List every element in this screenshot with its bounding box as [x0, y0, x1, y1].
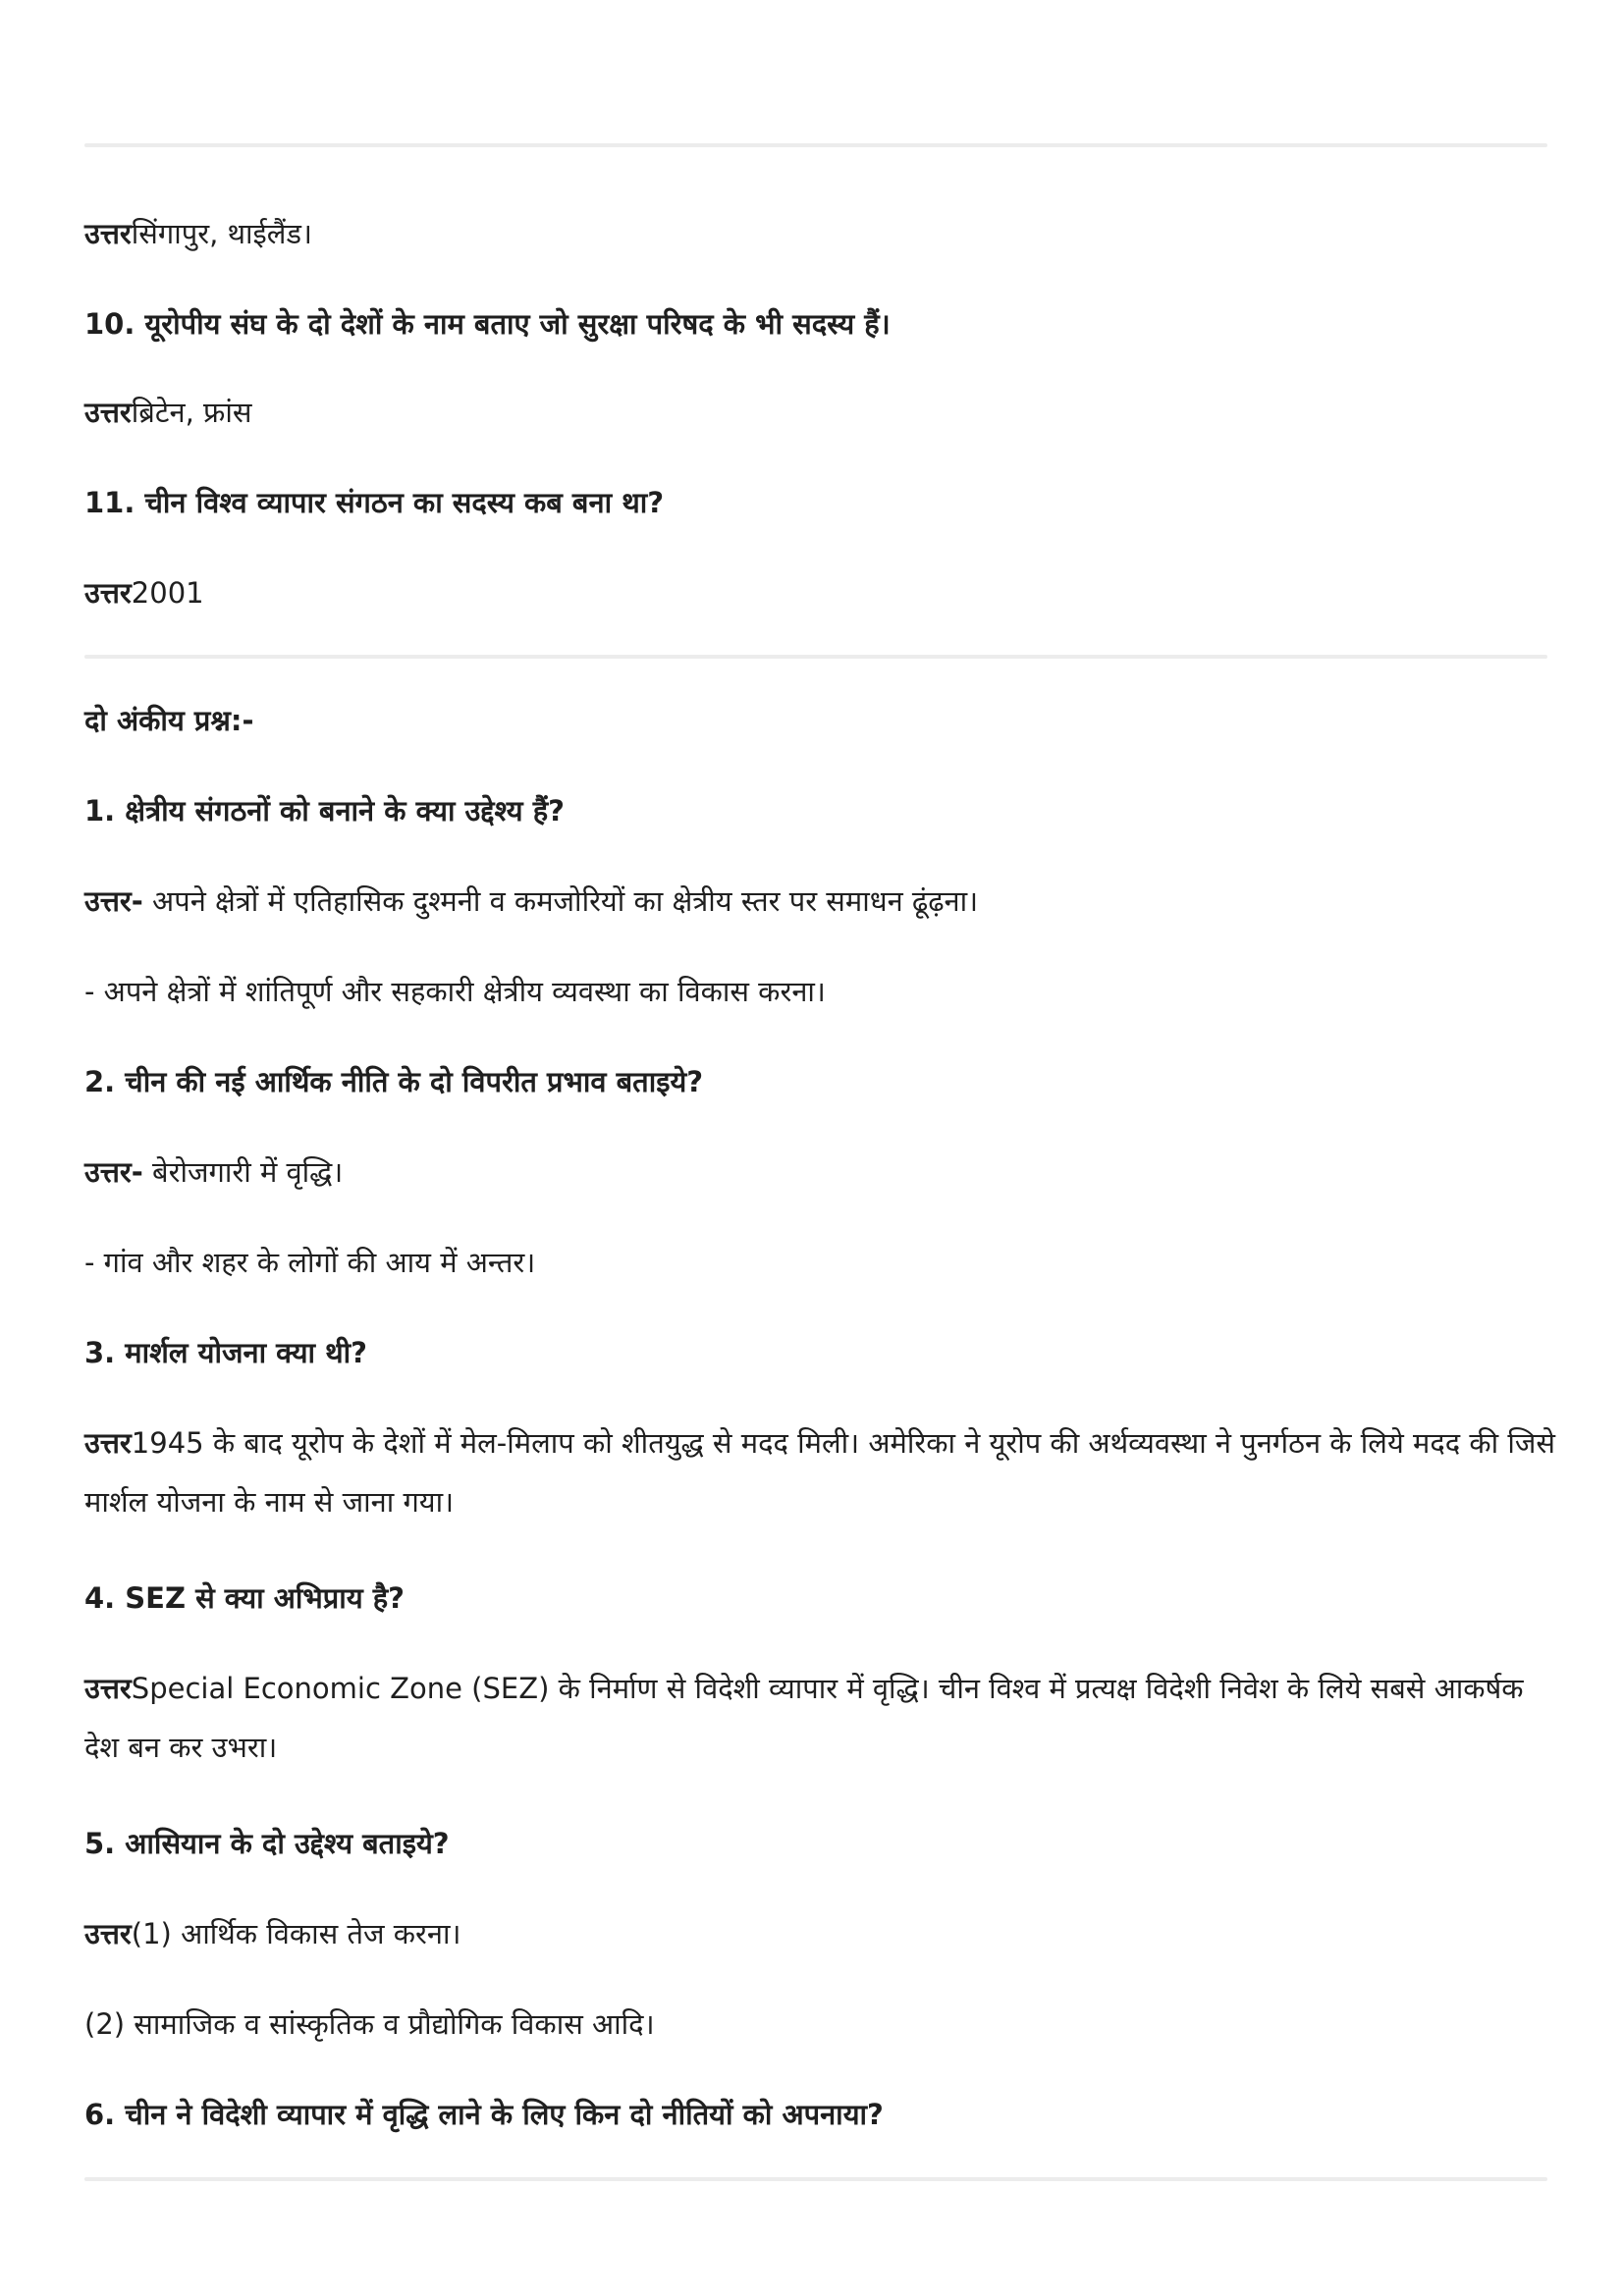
answer-label: उत्तर-	[84, 884, 143, 918]
two-mark-answer-4	[84, 1659, 1557, 1777]
two-mark-question-6: 6. चीन ने विदेशी व्यापार में वृद्धि लाने के लिए किन दो नीतियों को अपनाया?	[84, 2098, 884, 2131]
answer-label: उत्तर	[84, 1917, 132, 1950]
answer-11	[84, 571, 1557, 614]
two-mark-answer-2a	[84, 1150, 1557, 1194]
answer-text: अपने क्षेत्रों में एतिहासिक दुश्मनी व कमजोरियों का क्षेत्रीय स्तर पर समाधन ढूंढ़ना।	[142, 884, 979, 918]
section-heading: दो अंकीय प्रश्न:-	[84, 704, 254, 737]
answer-text: 1945 के बाद यूरोप के देशों में मेल-मिलाप को शीतयुद्ध से मदद मिली। अमेरिका ने यूरोप की अर्थव्यवस्था ने पुनर्गठन के लिये मदद की जिसे मार्शल योजना के नाम से जाना गया।	[84, 1426, 1555, 1519]
two-mark-question-2: 2. चीन की नई आर्थिक नीति के दो विपरीत प्रभाव बताइये?	[84, 1065, 704, 1098]
two-mark-answer-1a	[84, 880, 1557, 923]
answer-label: उत्तर	[84, 217, 132, 250]
question-10: 10. यूरोपीय संघ के दो देशों के नाम बताए जो सुरक्षा परिषद के भी सदस्य हैं।	[84, 307, 891, 341]
question-11: 11. चीन विश्व व्यापार संगठन का सदस्य कब बना था?	[84, 486, 665, 519]
answer-text: सिंगापुर, थाईलैंड।	[131, 217, 312, 250]
two-mark-answer-3	[84, 1414, 1557, 1531]
two-mark-answer-1b: - अपने क्षेत्रों में शांतिपूर्ण और सहकारी क्षेत्रीय व्यवस्था का विकास करना।	[84, 975, 826, 1008]
answer-text: ब्रिटेन, फ्रांस	[131, 396, 252, 429]
answer-label: उत्तर	[84, 1672, 132, 1705]
answer-text: 2001	[131, 576, 204, 610]
answer-text: (1) आर्थिक विकास तेज करना।	[131, 1917, 461, 1950]
answer-label: उत्तर	[84, 396, 132, 429]
section-divider	[84, 655, 1547, 659]
answer-label: उत्तर	[84, 1426, 132, 1460]
prior-answer	[84, 212, 1557, 255]
two-mark-question-3: 3. मार्शल योजना क्या थी?	[84, 1336, 367, 1369]
answer-text: बेरोजगारी में वृद्धि।	[142, 1155, 344, 1189]
top-divider	[84, 143, 1547, 147]
two-mark-question-1: 1. क्षेत्रीय संगठनों को बनाने के क्या उद्देश्य हैं?	[84, 794, 565, 828]
two-mark-answer-2b: - गांव और शहर के लोगों की आय में अन्तर।	[84, 1246, 536, 1279]
answer-label: उत्तर	[84, 576, 132, 610]
two-mark-answer-5a	[84, 1912, 1557, 1955]
bottom-divider	[84, 2177, 1547, 2181]
two-mark-question-5: 5. आसियान के दो उद्देश्य बताइये?	[84, 1827, 450, 1860]
answer-10	[84, 391, 1557, 434]
answer-label: उत्तर-	[84, 1155, 143, 1189]
two-mark-answer-5b: (2) सामाजिक व सांस्कृतिक व प्रौद्योगिक विकास आदि।	[84, 2007, 655, 2041]
two-mark-question-4: 4. SEZ से क्या अभिप्राय है?	[84, 1581, 405, 1615]
answer-text: Special Economic Zone (SEZ) के निर्माण से विदेशी व्यापार में वृद्धि। चीन विश्व में प्रत्यक्ष विदेशी निवेश के लिये सबसे आकर्षक देश बन कर उभरा।	[84, 1672, 1524, 1764]
